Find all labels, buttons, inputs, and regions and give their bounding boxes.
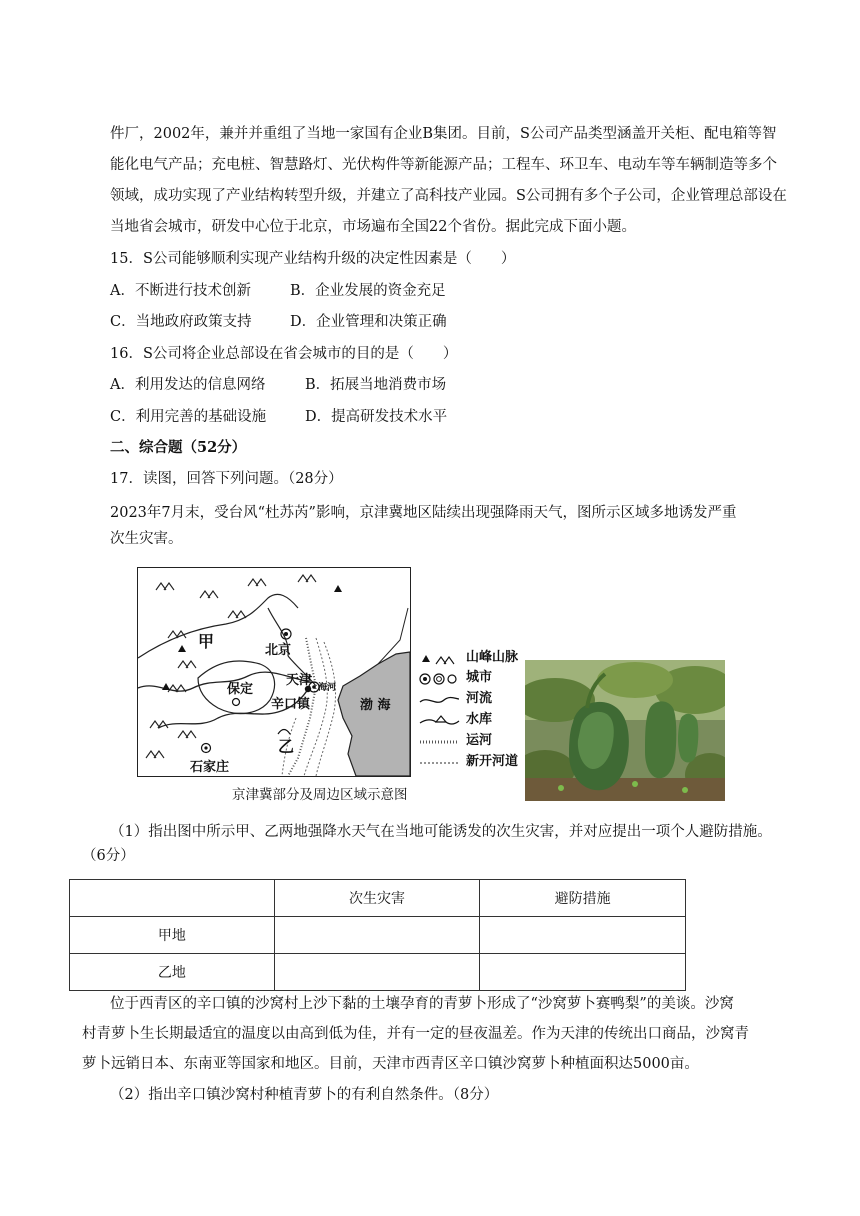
city-icon — [418, 670, 460, 688]
map-drawing — [138, 568, 410, 776]
answer-cell[interactable] — [480, 954, 686, 991]
mountain-peak-icon — [334, 585, 342, 592]
question-16-option-d: D．提高研发技术水平 — [305, 409, 448, 425]
table-header-cell: 避防措施 — [480, 880, 686, 917]
question-16-option-c: C．利用完善的基础设施 — [110, 409, 267, 425]
sub-question-1: （1）指出图中所示甲、乙两地强降水天气在当地可能诱发的次生灾害，并对应提出一项个人避防措施。 — [110, 824, 772, 840]
question-17-stem: 17．读图，回答下列问题。（28分） — [110, 471, 343, 487]
mountain-peak-icon — [162, 683, 170, 690]
legend-item — [418, 752, 528, 774]
table-row — [70, 917, 686, 954]
paragraph-line: 村青萝卜生长期最适宜的温度以由高到低为佳，并有一定的昼夜温差。作为天津的传统出口商品，沙窝青 — [82, 1026, 749, 1042]
table-row-label: 甲地 — [70, 917, 275, 954]
question-15-option-a: A．不断进行技术创新 — [110, 283, 251, 299]
table-header-cell: 次生灾害 — [274, 880, 480, 917]
legend-label: 新开河道 — [466, 754, 519, 769]
map-label-baoding: 保定 — [227, 682, 254, 697]
question-15-option-d: D．企业管理和决策正确 — [290, 314, 447, 330]
region-map — [137, 567, 411, 777]
legend-label: 运河 — [466, 733, 493, 748]
baoding-city-icon — [233, 699, 240, 706]
legend-label: 水库 — [466, 712, 493, 727]
map-label-bohai: 渤 海 — [360, 698, 391, 713]
legend-item — [418, 710, 528, 732]
paragraph-line: 位于西青区的辛口镇的沙窝村上沙下黏的土壤孕育的青萝卜形成了“沙窝萝卜赛鸭梨”的美谈。沙窝 — [110, 996, 734, 1012]
sub-question-1-points: （6分） — [82, 848, 135, 864]
question-15-stem: 15．S公司能够顺利实现产业结构升级的决定性因素是（ ） — [110, 251, 516, 267]
table-header-row — [70, 880, 686, 917]
green-radish-photo — [525, 660, 725, 801]
question-17-context-line: 2023年7月末，受台风“杜苏芮”影响，京津冀地区陆续出现强降雨天气，图所示区域多地诱发严重 — [110, 505, 737, 521]
river-icon — [418, 691, 460, 709]
question-17-context-line: 次生灾害。 — [110, 531, 183, 547]
legend-label: 城市 — [466, 670, 493, 685]
map-label-tianjin: 天津 — [286, 673, 313, 688]
intro-line: 能化电气产品；充电桩、智慧路灯、光伏构件等新能源产品；工程车、环卫车、电动车等车辆制造等多个 — [110, 157, 777, 173]
mountain-peak-icon — [418, 650, 460, 668]
answer-cell[interactable] — [274, 954, 480, 991]
mountain-range — [146, 575, 316, 758]
paragraph-line: 萝卜远销日本、东南亚等国家和地区。目前，天津市西青区辛口镇沙窝萝卜种植面积达5000亩。 — [82, 1056, 699, 1072]
map-label-shijiazhuang: 石家庄 — [190, 760, 230, 775]
map-label-yi: 乙 — [278, 737, 295, 756]
legend-item — [418, 668, 528, 690]
map-label-xinkou: 辛口镇 — [271, 697, 311, 712]
question-15-option-b: B．企业发展的资金充足 — [290, 283, 446, 299]
question-16-option-b: B．拓展当地消费市场 — [305, 377, 447, 393]
bohai-sea — [338, 652, 410, 776]
intro-line: 领域，成功实现了产业结构转型升级，并建立了高科技产业园。S公司拥有多个子公司，企业管理总部设在 — [110, 188, 787, 204]
legend-label: 山峰山脉 — [466, 650, 519, 665]
question-16-stem: 16．S公司将企业总部设在省会城市的目的是（ ） — [110, 346, 458, 362]
legend-item — [418, 689, 528, 711]
table-row-label: 乙地 — [70, 954, 275, 991]
intro-line: 件厂，2002年，兼并并重组了当地一家国有企业B集团。目前，S公司产品类型涵盖开关柜、配电箱等智 — [110, 126, 777, 142]
map-label-beijing: 北京 — [265, 643, 292, 658]
legend-item — [418, 731, 528, 753]
table-header-cell — [70, 880, 275, 917]
legend-label: 河流 — [466, 691, 493, 706]
map-caption: 京津冀部分及周边区域示意图 — [232, 787, 408, 803]
shijiazhuang-city-icon — [202, 744, 211, 753]
question-16-option-a: A．利用发达的信息网络 — [110, 377, 266, 393]
mountain-peak-icon — [178, 645, 186, 652]
map-legend — [418, 648, 528, 778]
map-label-jia: 甲 — [198, 632, 215, 651]
sub-question-2: （2）指出辛口镇沙窝村种植青萝卜的有利自然条件。（8分） — [110, 1087, 499, 1103]
map-label-haihe: 海河 — [318, 683, 337, 693]
answer-cell[interactable] — [480, 917, 686, 954]
question-15-option-c: C．当地政府政策支持 — [110, 314, 252, 330]
new-channel-icon — [418, 754, 460, 772]
answer-table — [69, 879, 686, 991]
table-row — [70, 954, 686, 991]
legend-item — [418, 648, 528, 670]
canal-icon — [418, 733, 460, 751]
reservoir-icon — [418, 712, 460, 730]
answer-cell[interactable] — [274, 917, 480, 954]
section-heading: 二、综合题（52分） — [110, 439, 247, 456]
intro-line: 当地省会城市，研发中心位于北京，市场遍布全国22个省份。据此完成下面小题。 — [110, 219, 636, 235]
